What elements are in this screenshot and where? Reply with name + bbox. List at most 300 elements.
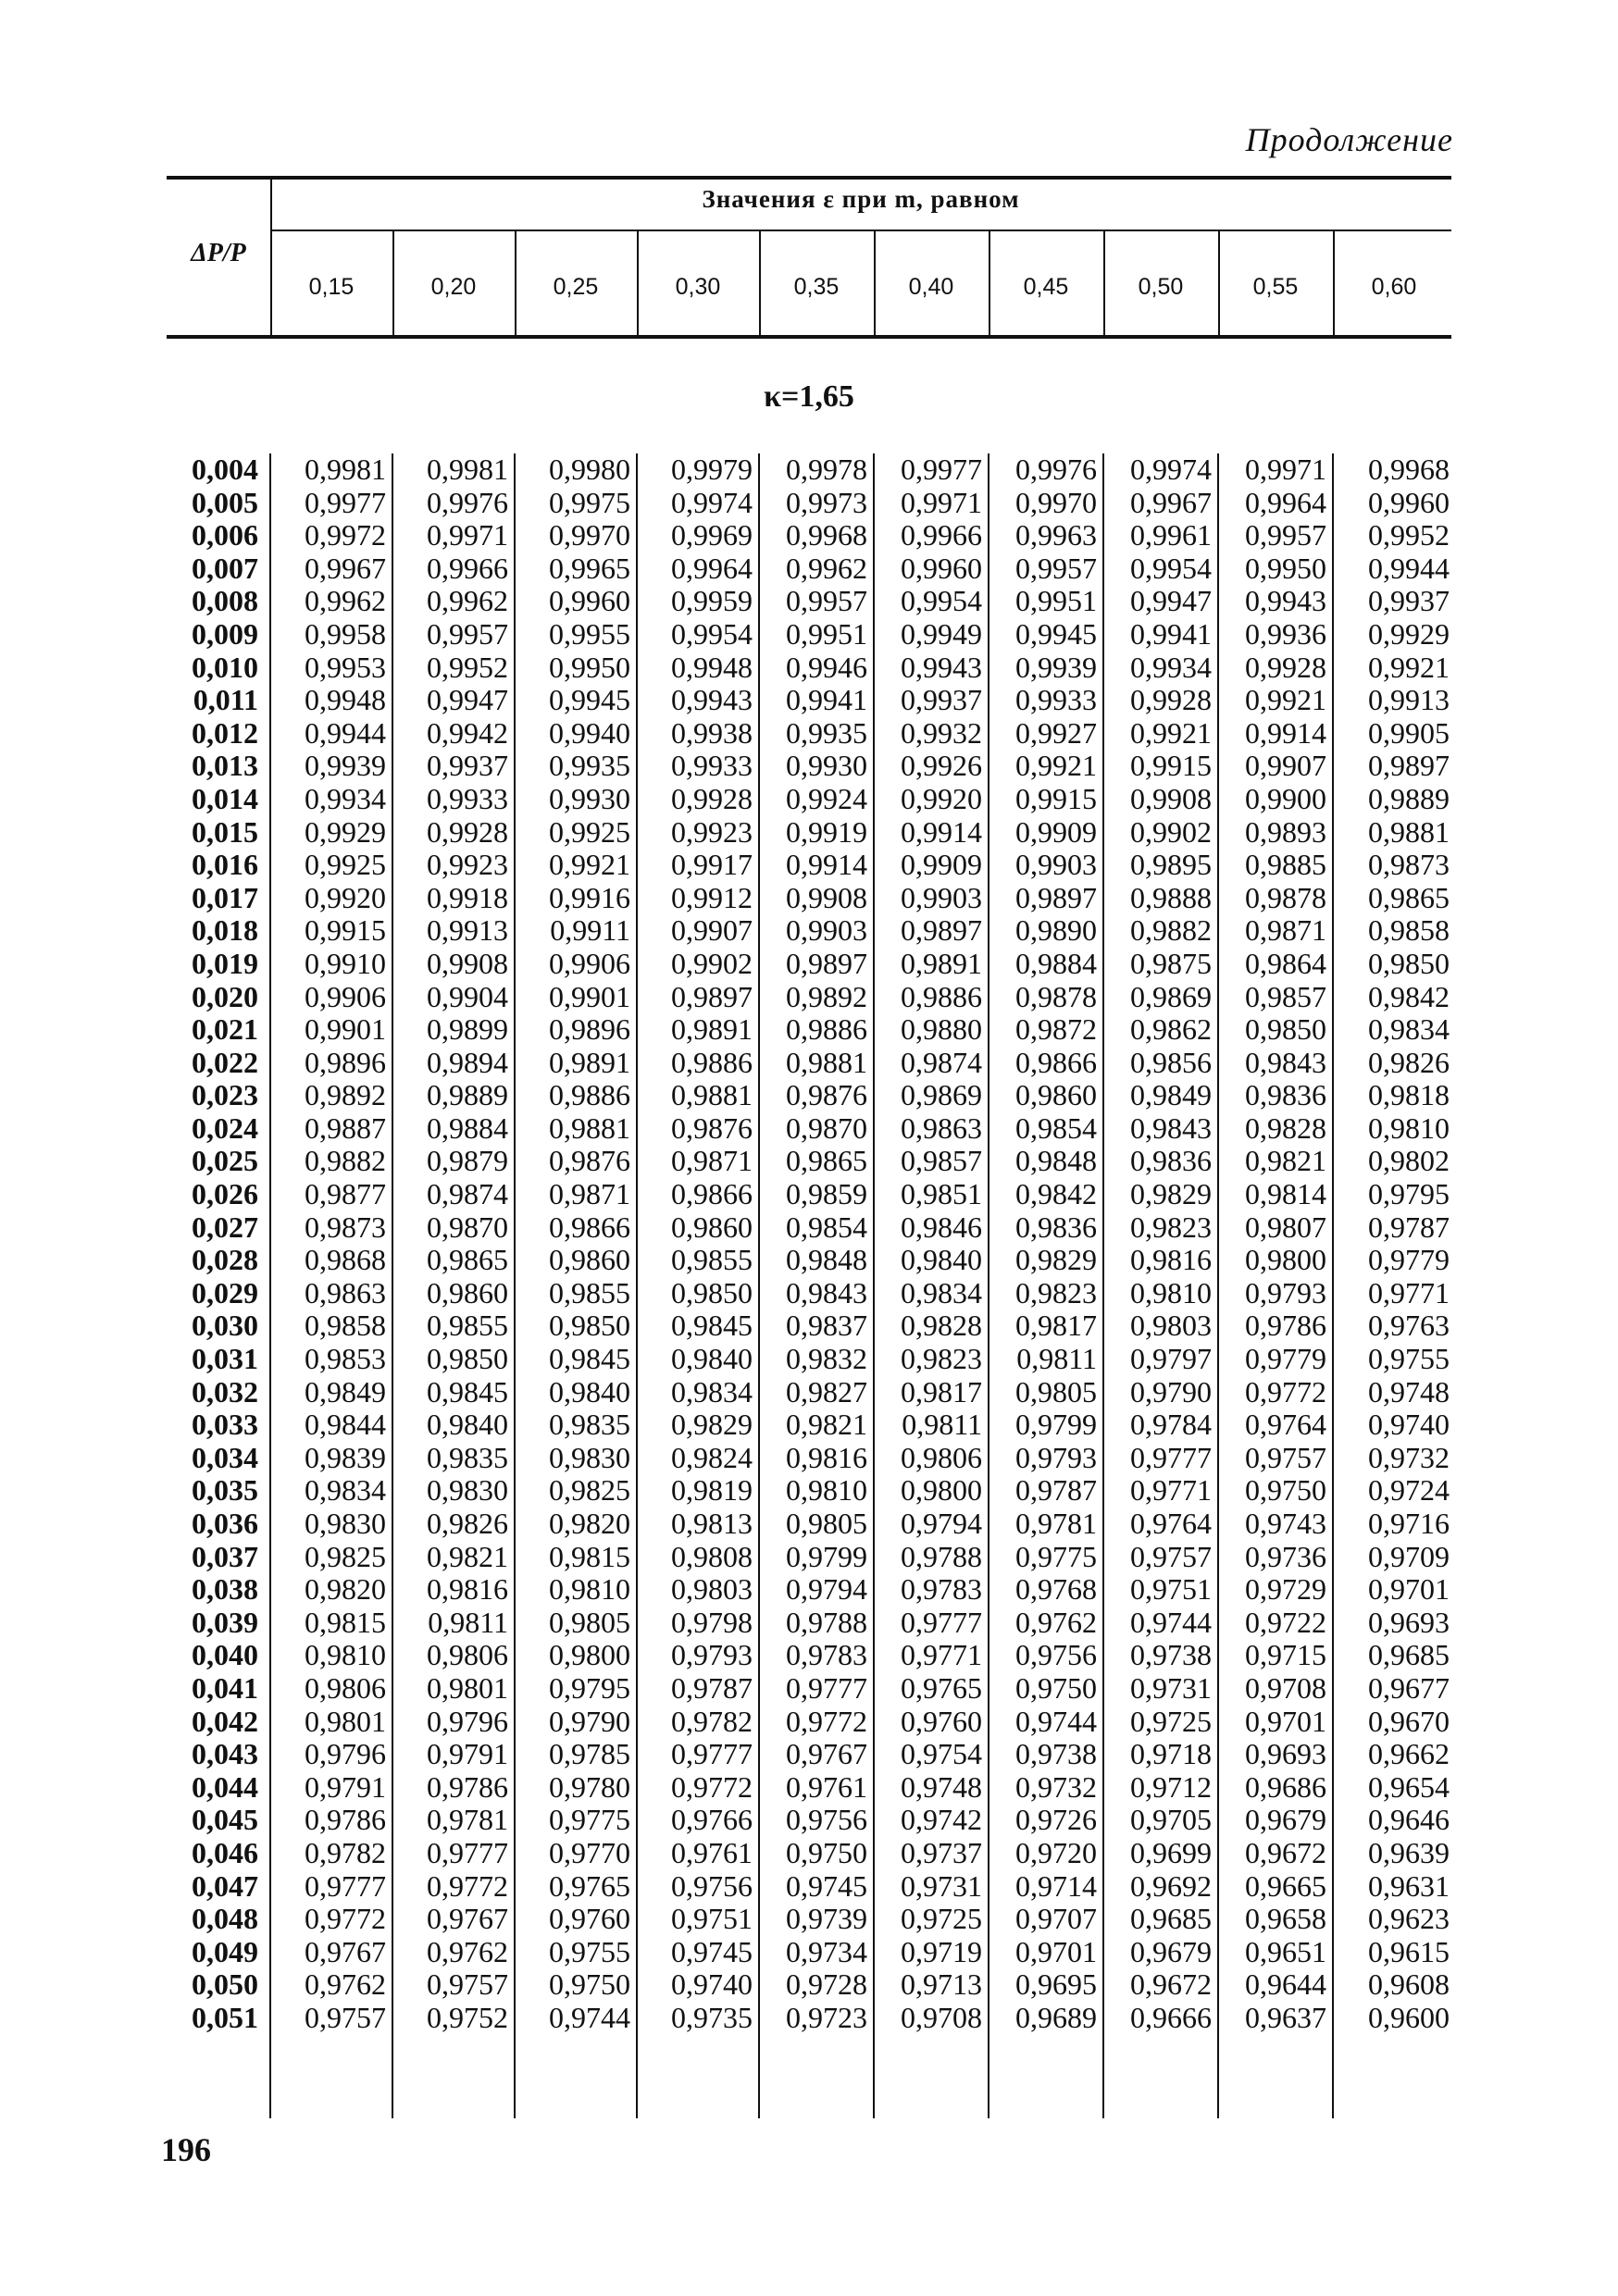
epsilon-value-cell: 0,9757 (1103, 1541, 1218, 1574)
epsilon-value-cell: 0,9750 (1218, 1474, 1333, 1508)
dp-column-header: ΔP/P (191, 239, 246, 267)
epsilon-value-cell: 0,9825 (270, 1541, 392, 1574)
epsilon-value-cell: 0,9772 (392, 1870, 515, 1904)
dp-value-cell: 0,006 (192, 518, 258, 552)
epsilon-value-cell: 0,9968 (1333, 453, 1455, 487)
empty-cell (874, 2035, 989, 2118)
epsilon-value-cell: 0,9772 (1218, 1376, 1333, 1409)
epsilon-value-cell: 0,9768 (989, 1573, 1103, 1607)
epsilon-value-cell: 0,9866 (989, 1047, 1103, 1080)
epsilon-value-cell: 0,9874 (392, 1178, 515, 1211)
epsilon-value-cell: 0,9920 (270, 882, 392, 915)
m-value-header: 0,60 (1371, 274, 1417, 300)
epsilon-value-cell: 0,9855 (392, 1309, 515, 1343)
header-mid-rule (270, 230, 1451, 231)
epsilon-value-cell: 0,9884 (392, 1112, 515, 1146)
epsilon-value-cell: 0,9724 (1333, 1474, 1455, 1508)
epsilon-value-cell: 0,9914 (874, 816, 989, 850)
epsilon-value-cell: 0,9935 (759, 717, 874, 751)
epsilon-value-cell: 0,9699 (1103, 1837, 1218, 1870)
epsilon-value-cell: 0,9930 (515, 783, 637, 816)
epsilon-value-cell: 0,9960 (1333, 487, 1455, 520)
epsilon-value-cell: 0,9966 (392, 552, 515, 586)
epsilon-value-cell: 0,9767 (392, 1903, 515, 1936)
epsilon-value-cell: 0,9937 (1333, 585, 1455, 618)
table-row (167, 1870, 1455, 1904)
epsilon-value-cell: 0,9808 (637, 1541, 759, 1574)
epsilon-value-cell: 0,9862 (1103, 1013, 1218, 1047)
epsilon-value-cell: 0,9943 (1218, 585, 1333, 618)
epsilon-value-cell: 0,9878 (989, 981, 1103, 1014)
epsilon-value-cell: 0,9896 (515, 1013, 637, 1047)
epsilon-value-cell: 0,9927 (989, 717, 1103, 751)
epsilon-value-cell: 0,9827 (759, 1376, 874, 1409)
epsilon-value-cell: 0,9781 (989, 1508, 1103, 1541)
dp-value-cell: 0,047 (192, 1868, 258, 1903)
epsilon-value-cell: 0,9829 (637, 1409, 759, 1442)
epsilon-value-cell: 0,9765 (515, 1870, 637, 1904)
epsilon-value-cell: 0,9875 (1103, 948, 1218, 981)
epsilon-value-cell: 0,9735 (637, 2002, 759, 2035)
dp-value-cell: 0,009 (192, 616, 258, 651)
epsilon-value-cell: 0,9686 (1218, 1771, 1333, 1805)
epsilon-value-cell: 0,9935 (515, 750, 637, 783)
epsilon-value-cell: 0,9897 (874, 914, 989, 948)
epsilon-value-cell: 0,9662 (1333, 1738, 1455, 1771)
epsilon-value-cell: 0,9834 (1333, 1013, 1455, 1047)
epsilon-value-cell: 0,9745 (759, 1870, 874, 1904)
epsilon-value-cell: 0,9965 (515, 552, 637, 586)
epsilon-value-cell: 0,9815 (270, 1607, 392, 1640)
epsilon-value-cell: 0,9748 (874, 1771, 989, 1805)
epsilon-value-cell: 0,9952 (1333, 519, 1455, 552)
dp-value-cell: 0,014 (192, 781, 258, 815)
epsilon-value-cell: 0,9855 (515, 1277, 637, 1310)
epsilon-value-cell: 0,9955 (515, 618, 637, 652)
epsilon-value-cell: 0,9888 (1103, 882, 1218, 915)
epsilon-value-cell: 0,9830 (270, 1508, 392, 1541)
table-row (167, 2002, 1455, 2035)
dp-value-cell: 0,043 (192, 1737, 258, 1771)
epsilon-value-cell: 0,9820 (270, 1573, 392, 1607)
dp-value-cell: 0,012 (192, 715, 258, 750)
epsilon-value-cell: 0,9954 (874, 585, 989, 618)
dp-value-cell: 0,025 (192, 1144, 258, 1178)
dp-value-cell: 0,027 (192, 1210, 258, 1244)
epsilon-value-cell: 0,9918 (392, 882, 515, 915)
dp-value-cell: 0,028 (192, 1243, 258, 1277)
epsilon-value-cell: 0,9917 (637, 849, 759, 882)
epsilon-value-cell: 0,9981 (392, 453, 515, 487)
epsilon-value-cell: 0,9878 (1218, 882, 1333, 915)
epsilon-value-cell: 0,9816 (759, 1442, 874, 1475)
epsilon-value-cell: 0,9762 (392, 1936, 515, 1969)
epsilon-value-cell: 0,9637 (1218, 2002, 1333, 2035)
epsilon-value-cell: 0,9631 (1333, 1870, 1455, 1904)
epsilon-value-cell: 0,9909 (874, 849, 989, 882)
table-row (167, 1804, 1455, 1837)
epsilon-value-cell: 0,9923 (637, 816, 759, 850)
dp-value-cell: 0,044 (192, 1769, 258, 1804)
epsilon-value-cell: 0,9837 (759, 1309, 874, 1343)
epsilon-value-cell: 0,9858 (270, 1309, 392, 1343)
epsilon-value-cell: 0,9801 (392, 1672, 515, 1706)
epsilon-value-cell: 0,9924 (759, 783, 874, 816)
epsilon-value-cell: 0,9761 (637, 1837, 759, 1870)
epsilon-value-cell: 0,9915 (989, 783, 1103, 816)
epsilon-value-cell: 0,9786 (392, 1771, 515, 1805)
epsilon-value-cell: 0,9863 (874, 1112, 989, 1146)
epsilon-value-cell: 0,9800 (1218, 1244, 1333, 1277)
m-value-header: 0,45 (1023, 274, 1069, 300)
epsilon-value-cell: 0,9977 (270, 487, 392, 520)
epsilon-value-cell: 0,9651 (1218, 1936, 1333, 1969)
dp-value-cell: 0,030 (192, 1309, 258, 1343)
epsilon-value-cell: 0,9665 (1218, 1870, 1333, 1904)
table-row (167, 1903, 1455, 1936)
epsilon-value-cell: 0,9865 (759, 1145, 874, 1178)
epsilon-value-cell: 0,9980 (515, 453, 637, 487)
epsilon-value-cell: 0,9941 (759, 684, 874, 717)
epsilon-value-cell: 0,9871 (515, 1178, 637, 1211)
epsilon-value-cell: 0,9869 (1103, 981, 1218, 1014)
epsilon-value-cell: 0,9921 (1103, 717, 1218, 751)
epsilon-value-cell: 0,9835 (515, 1409, 637, 1442)
epsilon-value-cell: 0,9731 (874, 1870, 989, 1904)
m-value-header: 0,55 (1252, 274, 1299, 300)
epsilon-value-cell: 0,9900 (1218, 783, 1333, 816)
table-row (167, 1706, 1455, 1739)
epsilon-value-cell: 0,9829 (989, 1244, 1103, 1277)
epsilon-value-cell: 0,9882 (270, 1145, 392, 1178)
epsilon-value-cell: 0,9738 (1103, 1639, 1218, 1672)
epsilon-value-cell: 0,9816 (392, 1573, 515, 1607)
epsilon-value-cell: 0,9891 (637, 1013, 759, 1047)
epsilon-value-cell: 0,9895 (1103, 849, 1218, 882)
epsilon-value-cell: 0,9916 (515, 882, 637, 915)
epsilon-value-cell: 0,9866 (637, 1178, 759, 1211)
epsilon-value-cell: 0,9744 (515, 2002, 637, 2035)
epsilon-value-cell: 0,9719 (874, 1936, 989, 1969)
epsilon-value-cell: 0,9929 (1333, 618, 1455, 652)
epsilon-value-cell: 0,9848 (989, 1145, 1103, 1178)
epsilon-value-cell: 0,9738 (989, 1738, 1103, 1771)
epsilon-value-cell: 0,9942 (392, 717, 515, 751)
epsilon-value-cell: 0,9810 (270, 1639, 392, 1672)
dp-value-cell: 0,049 (192, 1934, 258, 1968)
epsilon-value-cell: 0,9881 (1333, 816, 1455, 850)
epsilon-value-cell: 0,9967 (270, 552, 392, 586)
epsilon-value-cell: 0,9849 (1103, 1079, 1218, 1112)
epsilon-value-cell: 0,9851 (874, 1178, 989, 1211)
epsilon-value-cell: 0,9767 (270, 1936, 392, 1969)
table-tail-row (167, 2035, 1455, 2118)
table-row (167, 1573, 1455, 1607)
epsilon-value-cell: 0,9826 (1333, 1047, 1455, 1080)
epsilon-value-cell: 0,9944 (270, 717, 392, 751)
epsilon-value-cell: 0,9952 (392, 652, 515, 685)
epsilon-value-cell: 0,9818 (1333, 1079, 1455, 1112)
epsilon-value-cell: 0,9723 (759, 2002, 874, 2035)
dp-value-cell: 0,018 (192, 913, 258, 948)
epsilon-value-cell: 0,9771 (1333, 1277, 1455, 1310)
epsilon-value-cell: 0,9970 (989, 487, 1103, 520)
epsilon-value-cell: 0,9843 (759, 1277, 874, 1310)
table-row (167, 652, 1455, 685)
epsilon-value-cell: 0,9685 (1333, 1639, 1455, 1672)
epsilon-value-cell: 0,9835 (392, 1442, 515, 1475)
epsilon-value-cell: 0,9787 (1333, 1211, 1455, 1245)
epsilon-value-cell: 0,9886 (637, 1047, 759, 1080)
epsilon-value-cell: 0,9857 (874, 1145, 989, 1178)
epsilon-value-cell: 0,9876 (515, 1145, 637, 1178)
epsilon-value-cell: 0,9762 (270, 1968, 392, 2002)
table-row (167, 684, 1455, 717)
epsilon-value-cell: 0,9957 (392, 618, 515, 652)
epsilon-value-cell: 0,9946 (759, 652, 874, 685)
continuation-label: Продолжение (1245, 121, 1453, 158)
epsilon-value-cell: 0,9882 (1103, 914, 1218, 948)
table-row (167, 1474, 1455, 1508)
epsilon-value-cell: 0,9954 (1103, 552, 1218, 586)
epsilon-value-cell: 0,9836 (989, 1211, 1103, 1245)
epsilon-value-cell: 0,9843 (1218, 1047, 1333, 1080)
epsilon-value-cell: 0,9894 (392, 1047, 515, 1080)
epsilon-value-cell: 0,9874 (874, 1047, 989, 1080)
epsilon-value-cell: 0,9870 (759, 1112, 874, 1146)
empty-cell (392, 2035, 515, 2118)
epsilon-value-cell: 0,9974 (637, 487, 759, 520)
epsilon-value-cell: 0,9639 (1333, 1837, 1455, 1870)
epsilon-value-cell: 0,9966 (874, 519, 989, 552)
epsilon-value-cell: 0,9786 (1218, 1309, 1333, 1343)
table-row (167, 1013, 1455, 1047)
epsilon-value-cell: 0,9934 (1103, 652, 1218, 685)
epsilon-value-cell: 0,9870 (392, 1211, 515, 1245)
epsilon-value-cell: 0,9689 (989, 2002, 1103, 2035)
dp-value-cell: 0,034 (192, 1440, 258, 1474)
epsilon-value-cell: 0,9971 (392, 519, 515, 552)
epsilon-value-cell: 0,9953 (270, 652, 392, 685)
epsilon-value-cell: 0,9777 (637, 1738, 759, 1771)
epsilon-value-cell: 0,9718 (1103, 1738, 1218, 1771)
epsilon-value-cell: 0,9754 (874, 1738, 989, 1771)
epsilon-value-cell: 0,9910 (270, 948, 392, 981)
epsilon-value-cell: 0,9978 (759, 453, 874, 487)
epsilon-value-cell: 0,9893 (1218, 816, 1333, 850)
epsilon-value-cell: 0,9854 (989, 1112, 1103, 1146)
epsilon-value-cell: 0,9907 (637, 914, 759, 948)
epsilon-value-cell: 0,9742 (874, 1804, 989, 1837)
epsilon-value-cell: 0,9976 (392, 487, 515, 520)
epsilon-value-cell: 0,9794 (759, 1573, 874, 1607)
epsilon-value-cell: 0,9925 (270, 849, 392, 882)
epsilon-value-cell: 0,9814 (1218, 1178, 1333, 1211)
epsilon-value-cell: 0,9736 (1218, 1541, 1333, 1574)
epsilon-value-cell: 0,9891 (515, 1047, 637, 1080)
epsilon-value-cell: 0,9779 (1218, 1343, 1333, 1376)
epsilon-value-cell: 0,9715 (1218, 1639, 1333, 1672)
dp-value-cell: 0,045 (192, 1803, 258, 1837)
dp-value-cell: 0,048 (192, 1902, 258, 1936)
epsilon-value-cell: 0,9904 (392, 981, 515, 1014)
epsilon-value-cell: 0,9897 (1333, 750, 1455, 783)
epsilon-value-cell: 0,9913 (392, 914, 515, 948)
table-row (167, 1607, 1455, 1640)
epsilon-value-cell: 0,9790 (515, 1706, 637, 1739)
epsilon-value-cell: 0,9793 (1218, 1277, 1333, 1310)
epsilon-value-cell: 0,9913 (1333, 684, 1455, 717)
table-row (167, 1277, 1455, 1310)
epsilon-value-cell: 0,9850 (1333, 948, 1455, 981)
epsilon-value-cell: 0,9930 (759, 750, 874, 783)
epsilon-value-cell: 0,9899 (392, 1013, 515, 1047)
epsilon-value-cell: 0,9802 (1333, 1145, 1455, 1178)
epsilon-value-cell: 0,9693 (1333, 1607, 1455, 1640)
epsilon-value-cell: 0,9905 (1333, 717, 1455, 751)
table-row (167, 552, 1455, 586)
epsilon-value-cell: 0,9873 (1333, 849, 1455, 882)
empty-cell (637, 2035, 759, 2118)
epsilon-value-cell: 0,9840 (392, 1409, 515, 1442)
epsilon-value-cell: 0,9864 (1218, 948, 1333, 981)
epsilon-value-cell: 0,9714 (989, 1870, 1103, 1904)
epsilon-value-cell: 0,9860 (515, 1244, 637, 1277)
epsilon-value-cell: 0,9840 (515, 1376, 637, 1409)
epsilon-value-cell: 0,9744 (1103, 1607, 1218, 1640)
epsilon-value-cell: 0,9845 (515, 1343, 637, 1376)
epsilon-value-cell: 0,9958 (270, 618, 392, 652)
epsilon-value-cell: 0,9947 (1103, 585, 1218, 618)
epsilon-value-cell: 0,9964 (1218, 487, 1333, 520)
table-row (167, 1343, 1455, 1376)
epsilon-value-cell: 0,9866 (515, 1211, 637, 1245)
epsilon-value-cell: 0,9713 (874, 1968, 989, 2002)
epsilon-value-cell: 0,9830 (515, 1442, 637, 1475)
dp-value-cell: 0,019 (192, 946, 258, 980)
epsilon-value-cell: 0,9720 (989, 1837, 1103, 1870)
epsilon-value-cell: 0,9791 (392, 1738, 515, 1771)
dp-value-cell: 0,004 (192, 453, 258, 486)
epsilon-value-cell: 0,9745 (637, 1936, 759, 1969)
epsilon-value-cell: 0,9933 (637, 750, 759, 783)
table-row (167, 1738, 1455, 1771)
epsilon-value-cell: 0,9795 (1333, 1178, 1455, 1211)
epsilon-value-cell: 0,9679 (1103, 1936, 1218, 1969)
table-row (167, 1968, 1455, 2002)
epsilon-value-cell: 0,9751 (637, 1903, 759, 1936)
epsilon-value-cell: 0,9891 (874, 948, 989, 981)
epsilon-value-cell: 0,9805 (989, 1376, 1103, 1409)
epsilon-value-cell: 0,9945 (515, 684, 637, 717)
epsilon-value-cell: 0,9677 (1333, 1672, 1455, 1706)
dp-value-cell: 0,021 (192, 1012, 258, 1047)
epsilon-value-cell: 0,9865 (392, 1244, 515, 1277)
table-row (167, 816, 1455, 850)
epsilon-value-cell: 0,9658 (1218, 1903, 1333, 1936)
epsilon-value-cell: 0,9666 (1103, 2002, 1218, 2035)
epsilon-value-cell: 0,9921 (989, 750, 1103, 783)
dp-value-cell: 0,011 (193, 683, 258, 717)
epsilon-value-cell: 0,9820 (515, 1508, 637, 1541)
epsilon-value-cell: 0,9959 (637, 585, 759, 618)
dp-value-cell: 0,033 (192, 1408, 258, 1442)
epsilon-value-cell: 0,9794 (874, 1508, 989, 1541)
m-value-header: 0,30 (675, 274, 721, 300)
epsilon-value-cell: 0,9806 (392, 1639, 515, 1672)
epsilon-value-cell: 0,9912 (637, 882, 759, 915)
epsilon-value-cell: 0,9772 (637, 1771, 759, 1805)
dp-value-cell: 0,015 (192, 814, 258, 849)
epsilon-value-cell: 0,9731 (1103, 1672, 1218, 1706)
epsilon-value-cell: 0,9839 (270, 1442, 392, 1475)
epsilon-value-cell: 0,9750 (759, 1837, 874, 1870)
epsilon-value-cell: 0,9915 (1103, 750, 1218, 783)
epsilon-value-cell: 0,9901 (515, 981, 637, 1014)
epsilon-value-cell: 0,9756 (759, 1804, 874, 1837)
epsilon-value-cell: 0,9685 (1103, 1903, 1218, 1936)
epsilon-value-cell: 0,9777 (874, 1607, 989, 1640)
epsilon-value-cell: 0,9764 (1103, 1508, 1218, 1541)
epsilon-value-cell: 0,9828 (874, 1309, 989, 1343)
epsilon-value-cell: 0,9849 (270, 1376, 392, 1409)
epsilon-value-cell: 0,9775 (989, 1541, 1103, 1574)
m-value-header: 0,20 (430, 274, 477, 300)
table-row (167, 783, 1455, 816)
epsilon-value-cell: 0,9947 (392, 684, 515, 717)
epsilon-value-cell: 0,9850 (392, 1343, 515, 1376)
epsilon-value-cell: 0,9705 (1103, 1804, 1218, 1837)
epsilon-value-cell: 0,9979 (637, 453, 759, 487)
table-row (167, 1837, 1455, 1870)
table-row (167, 882, 1455, 915)
epsilon-value-cell: 0,9908 (1103, 783, 1218, 816)
epsilon-value-cell: 0,9722 (1218, 1607, 1333, 1640)
epsilon-value-cell: 0,9793 (989, 1442, 1103, 1475)
epsilon-value-cell: 0,9823 (989, 1277, 1103, 1310)
epsilon-value-cell: 0,9761 (759, 1771, 874, 1805)
epsilon-value-cell: 0,9786 (270, 1804, 392, 1837)
dp-value-cell: 0,023 (192, 1078, 258, 1112)
epsilon-value-cell: 0,9813 (637, 1508, 759, 1541)
epsilon-value-cell: 0,9783 (874, 1573, 989, 1607)
epsilon-value-cell: 0,9911 (515, 914, 637, 948)
m-value-header: 0,40 (908, 274, 954, 300)
epsilon-value-cell: 0,9756 (637, 1870, 759, 1904)
epsilon-value-cell: 0,9748 (1333, 1376, 1455, 1409)
epsilon-value-cell: 0,9936 (1218, 618, 1333, 652)
dp-value-cell: 0,013 (192, 749, 258, 783)
epsilon-value-cell: 0,9887 (270, 1112, 392, 1146)
epsilon-value-cell: 0,9915 (270, 914, 392, 948)
dp-value-cell: 0,016 (192, 848, 258, 882)
epsilon-value-cell: 0,9767 (759, 1738, 874, 1771)
epsilon-value-cell: 0,9848 (759, 1244, 874, 1277)
epsilon-value-cell: 0,9743 (1218, 1508, 1333, 1541)
epsilon-value-cell: 0,9740 (1333, 1409, 1455, 1442)
m-value-header: 0,25 (553, 274, 599, 300)
epsilon-value-cell: 0,9977 (874, 453, 989, 487)
epsilon-value-cell: 0,9850 (515, 1309, 637, 1343)
epsilon-value-cell: 0,9881 (515, 1112, 637, 1146)
table-row (167, 914, 1455, 948)
epsilon-value-cell: 0,9811 (392, 1607, 515, 1640)
epsilon-value-cell: 0,9726 (989, 1804, 1103, 1837)
epsilon-value-cell: 0,9777 (759, 1672, 874, 1706)
epsilon-value-cell: 0,9646 (1333, 1804, 1455, 1837)
epsilon-value-cell: 0,9857 (1218, 981, 1333, 1014)
epsilon-value-cell: 0,9817 (989, 1309, 1103, 1343)
